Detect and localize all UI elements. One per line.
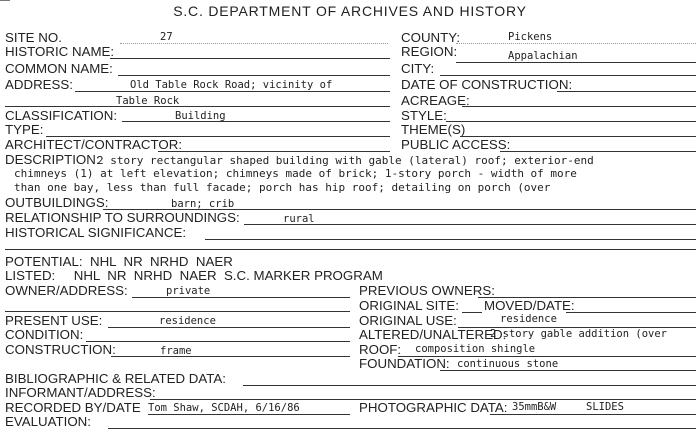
county-label: COUNTY:: [401, 30, 461, 45]
photographic-data-slides: SLIDES: [586, 401, 624, 413]
original-site-label: ORIGINAL SITE:: [359, 298, 459, 313]
altered-unaltered-value: 2 story gable addition (over: [490, 328, 668, 340]
description-label: DESCRIPTION:: [5, 152, 100, 167]
address-label: ADDRESS:: [5, 77, 73, 92]
form-title: S.C. DEPARTMENT OF ARCHIVES AND HISTORY: [173, 3, 527, 19]
themes-label: THEME(S): [401, 122, 466, 137]
date-of-construction-line: [557, 91, 696, 92]
condition-label: CONDITION:: [5, 327, 84, 342]
relationship-line: [244, 224, 696, 225]
relationship-label: RELATIONSHIP TO SURROUNDINGS:: [5, 210, 240, 225]
potential-label: POTENTIAL: NHL NR NRHD NAER: [5, 254, 233, 269]
owner-address-line: [132, 297, 350, 298]
outbuildings-value: barn; crib: [171, 198, 235, 210]
owner-address-label: OWNER/ADDRESS:: [5, 283, 128, 298]
address-line-2: [5, 106, 390, 107]
region-line: [456, 62, 696, 63]
moved-date-label: MOVED/DATE:: [484, 298, 575, 313]
recorded-by-value: Tom Shaw, SCDAH, 6/16/86: [148, 402, 300, 414]
site-no-label: SITE NO.: [5, 30, 62, 45]
original-site-line: [462, 312, 482, 313]
photographic-data-label: PHOTOGRAPHIC DATA:: [359, 400, 508, 415]
classification-label: CLASSIFICATION:: [5, 108, 118, 123]
type-label: TYPE:: [5, 122, 44, 137]
construction-label: CONSTRUCTION:: [5, 342, 116, 357]
owner-address-value: private: [166, 285, 211, 297]
condition-line: [86, 341, 350, 342]
public-access-label: PUBLIC ACCESS:: [401, 137, 511, 152]
city-line: [440, 75, 696, 76]
evaluation-line: [108, 428, 696, 429]
moved-date-line: [566, 312, 696, 313]
owner-address-line-2: [5, 311, 350, 312]
date-of-construction-label: DATE OF CONSTRUCTION:: [401, 77, 573, 92]
photographic-data-value: 35mmB&W: [512, 401, 557, 413]
historical-significance-line: [205, 239, 696, 240]
style-label: STYLE:: [401, 108, 447, 123]
original-use-label: ORIGINAL USE:: [359, 313, 457, 328]
recorded-by-line: [148, 414, 350, 415]
photographic-data-line: [490, 414, 696, 415]
historic-name-line: [110, 58, 390, 59]
informant-label: INFORMANT/ADDRESS:: [5, 385, 156, 400]
address-value-line1: Old Table Rock Road; vicinity of: [130, 79, 333, 91]
classification-line: [122, 121, 390, 122]
roof-value: composition shingle: [415, 343, 536, 355]
description-line-1: 2 story rectangular shaped building with gable (lateral) roof; exterior-end: [97, 154, 594, 167]
architect-label: ARCHITECT/CONTRACTOR:: [5, 137, 183, 152]
present-use-value: residence: [159, 315, 216, 327]
public-access-line: [500, 151, 696, 152]
foundation-line: [440, 370, 696, 371]
acreage-line: [462, 106, 696, 107]
original-use-value: residence: [500, 313, 557, 325]
address-line: [75, 91, 390, 92]
acreage-label: ACREAGE:: [401, 93, 470, 108]
region-label: REGION:: [401, 44, 458, 59]
construction-value: frame: [160, 345, 192, 357]
architect-line: [158, 151, 390, 152]
evaluation-label: EVALUATION:: [5, 414, 91, 429]
county-value: Pickens: [508, 31, 553, 43]
historical-significance-label: HISTORICAL SIGNIFICANCE:: [5, 225, 187, 240]
foundation-value: continuous stone: [457, 358, 559, 370]
county-line: [456, 43, 696, 44]
bibliographic-line: [243, 385, 696, 386]
construction-line: [111, 356, 350, 357]
outbuildings-label: OUTBUILDINGS:: [5, 195, 109, 210]
description-line-3: than one bay, less than full facade; porch has hip roof; detailing on porch (over: [14, 181, 551, 194]
present-use-label: PRESENT USE:: [5, 313, 103, 328]
style-line: [446, 121, 696, 122]
recorded-by-label: RECORDED BY/DATE: [5, 400, 141, 415]
roof-label: ROOF:: [359, 342, 402, 357]
region-value: Appalachian: [508, 50, 578, 62]
city-label: CITY:: [401, 61, 435, 76]
site-no-value: 27: [160, 31, 173, 43]
foundation-label: FOUNDATION:: [359, 356, 450, 371]
address-value-line2: Table Rock: [116, 95, 180, 107]
classification-value: Building: [175, 110, 226, 122]
previous-owners-label: PREVIOUS OWNERS:: [359, 283, 495, 298]
present-use-line: [108, 327, 350, 328]
historic-name-label: HISTORIC NAME:: [5, 44, 115, 59]
common-name-label: COMMON NAME:: [5, 61, 113, 76]
common-name-line: [118, 75, 390, 76]
site-no-line: [120, 43, 388, 44]
description-line-2: chimneys (1) at left elevation; chimneys made of brick; 1-story porch - width of more: [14, 167, 577, 180]
relationship-value: rural: [283, 213, 315, 225]
bibliographic-label: BIBLIOGRAPHIC & RELATED DATA:: [5, 371, 226, 386]
listed-label: LISTED: NHL NR NRHD NAER S.C. MARKER PROGRAM: [5, 268, 383, 283]
historical-significance-line-2: [5, 249, 696, 250]
altered-unaltered-label: ALTERED/UNALTERED:: [359, 327, 507, 342]
